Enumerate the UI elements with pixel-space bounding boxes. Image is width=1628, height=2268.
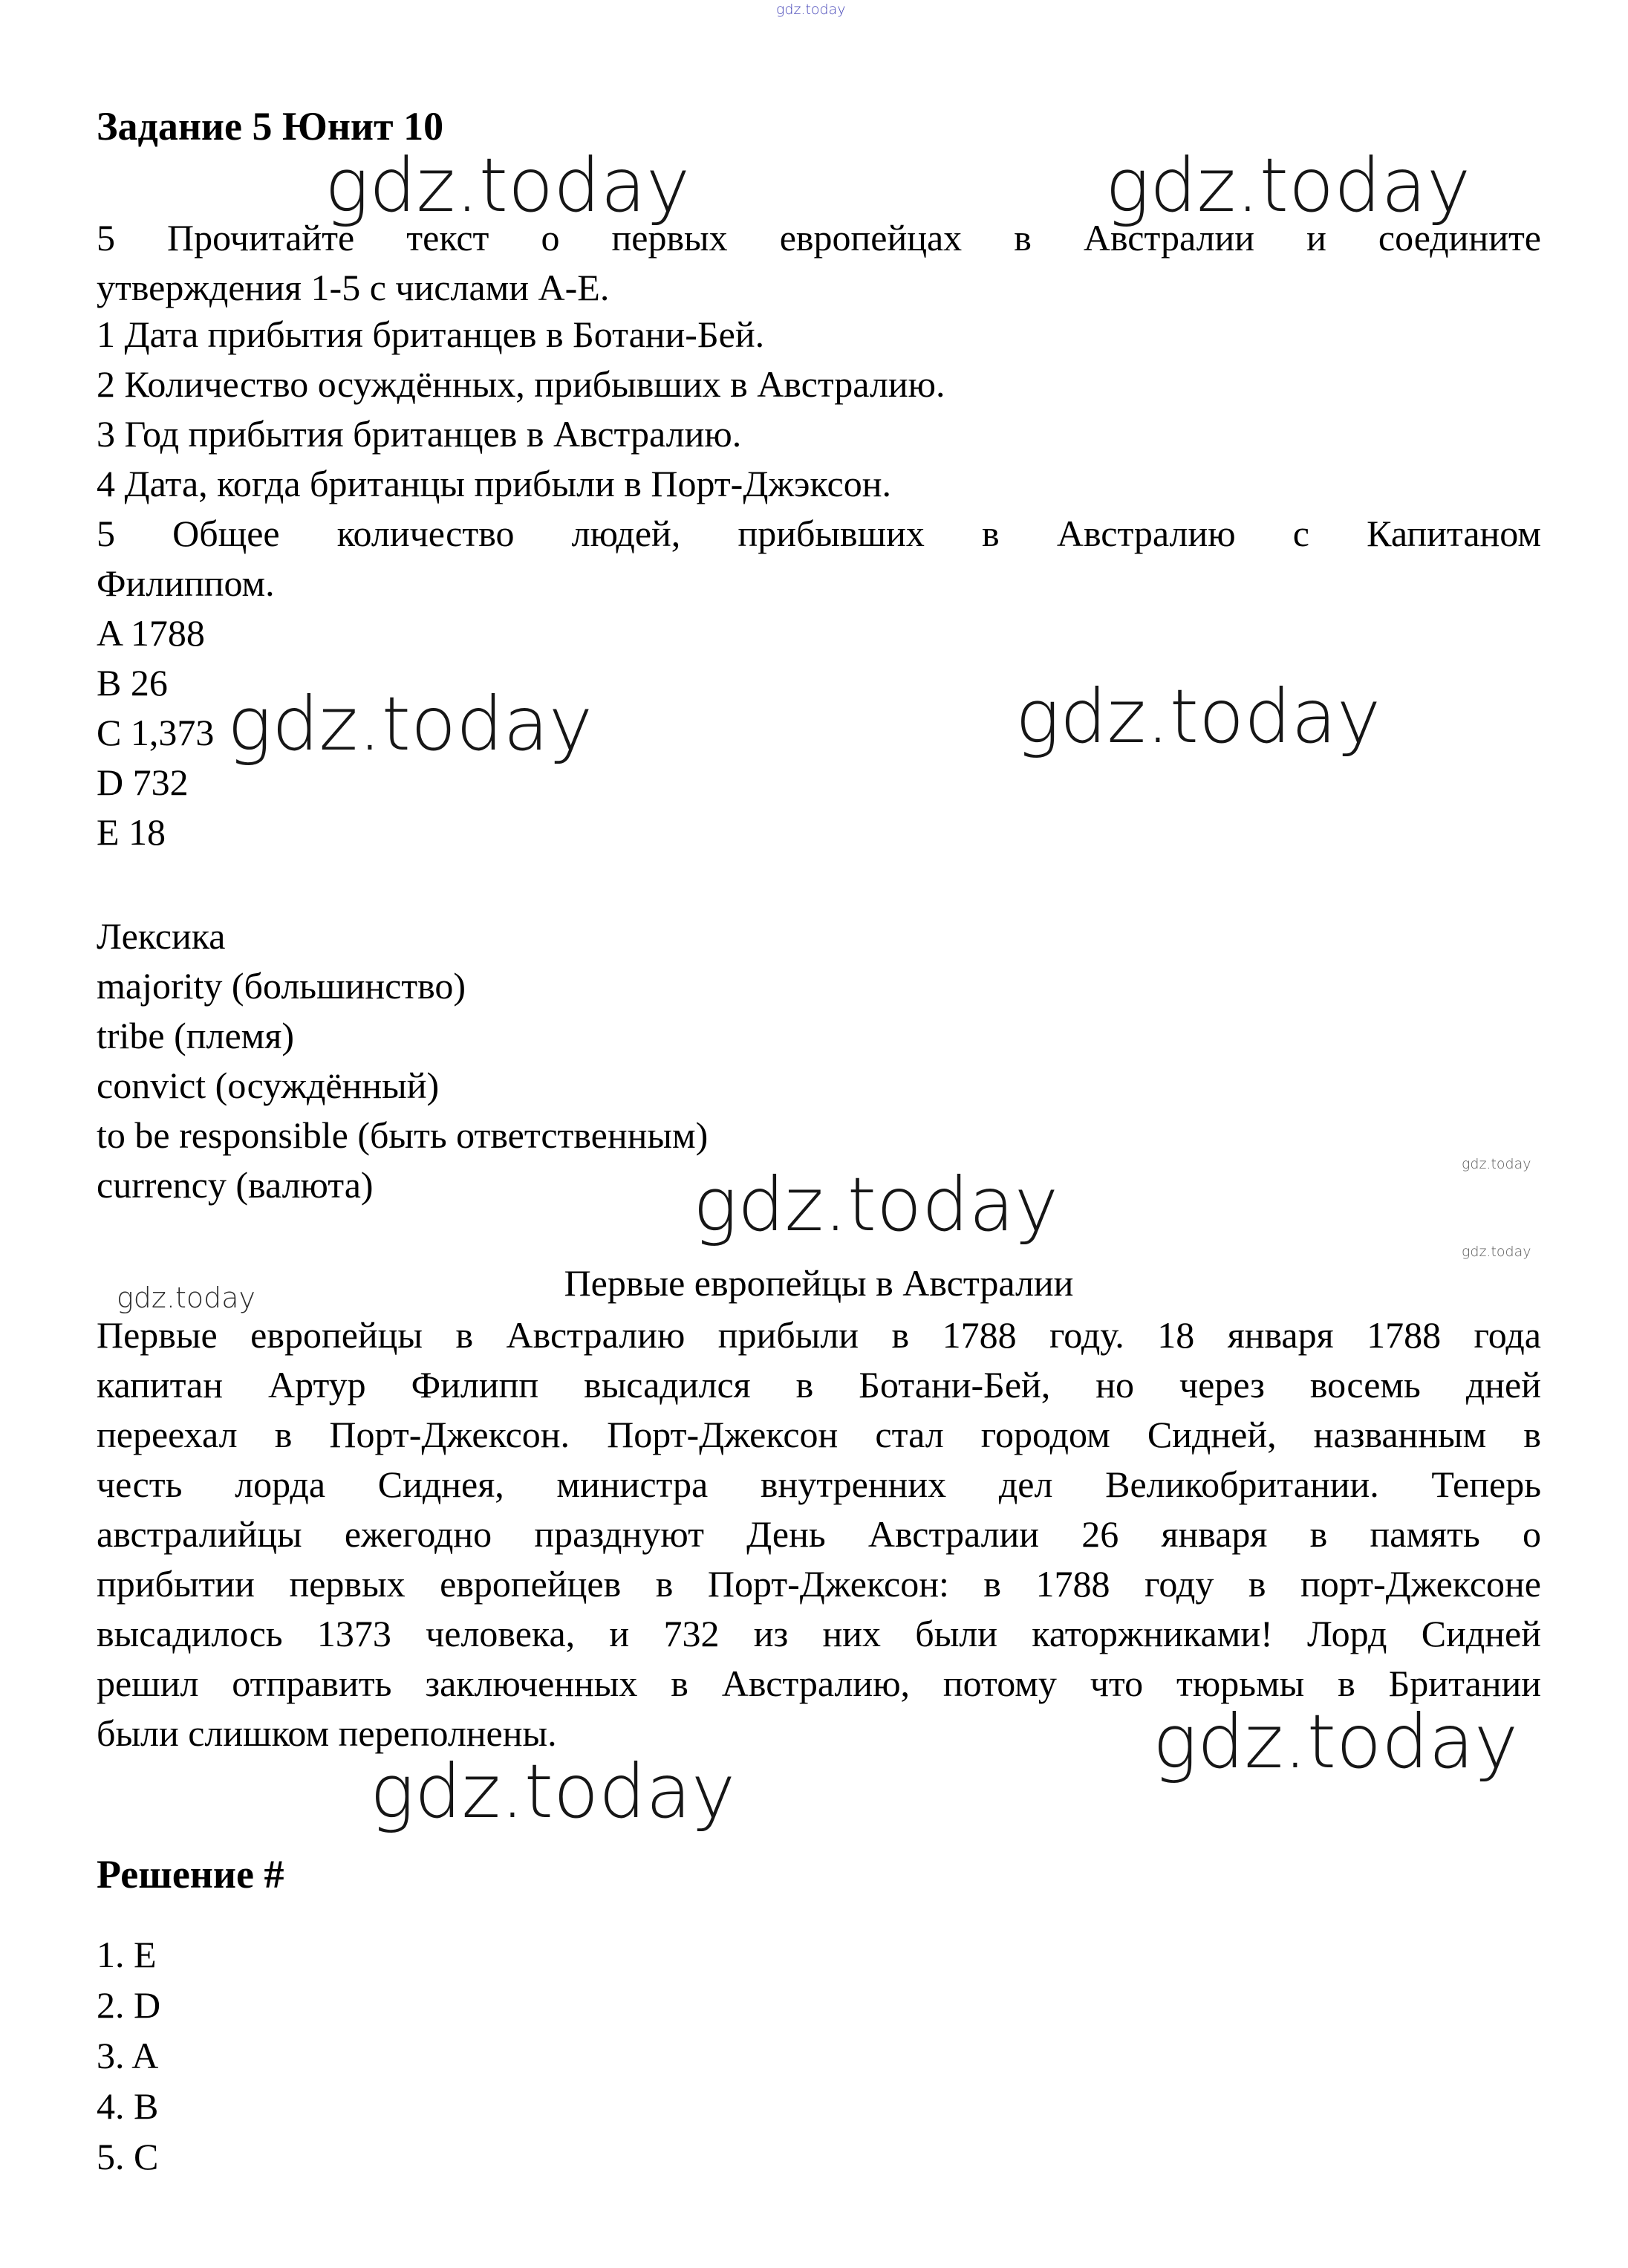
solution-answer: 3. A: [97, 2035, 159, 2076]
reading-heading: Первые европейцы в Австралии: [564, 1262, 1074, 1304]
reading-text: [97, 1310, 1541, 1758]
task-intro-line: утверждения 1-5 с числами А-Е.: [97, 267, 610, 308]
statement-item: 1 Дата прибытия британцев в Ботани-Бей.: [97, 313, 765, 355]
statement-item: 4 Дата, когда британцы прибыли в Порт-Джэксон.: [97, 463, 891, 504]
option-item: D 732: [97, 761, 189, 803]
watermark-gdz-today: gdz.today: [370, 1748, 736, 1835]
watermark-gdz-today: gdz.today: [693, 1161, 1059, 1248]
vocabulary-entry: convict (осуждённый): [97, 1065, 440, 1106]
watermark-gdz-today: gdz.today: [325, 142, 691, 229]
solution-answers: [97, 1929, 1541, 2182]
solution-heading: Решение #: [97, 1852, 284, 1897]
watermark-gdz-today: gdz.today: [227, 680, 593, 767]
vocabulary-heading: Лексика: [97, 915, 226, 957]
statement-item: 5 Общее количество людей, прибывших в Австралию с Капитаном: [97, 513, 1541, 554]
statement-item: Филиппом.: [97, 562, 275, 604]
task-statements: [97, 310, 1541, 857]
watermark-gdz-today: gdz.today: [1462, 1156, 1531, 1172]
reading-line: Первые европейцы в Австралию прибыли в 1788 году. 18 января 1788 года: [97, 1314, 1541, 1356]
vocabulary-entry: currency (валюта): [97, 1164, 374, 1206]
reading-line: прибытии первых европейцев в Порт-Джексон: в 1788 году в порт-Джексоне: [97, 1563, 1541, 1605]
reading-line: были слишком переполнены.: [97, 1712, 557, 1754]
option-item: E 18: [97, 811, 166, 853]
reading-line: честь лорда Сиднея, министра внутренних дел Великобритании. Теперь: [97, 1463, 1541, 1505]
solution-answer: 5. C: [97, 2136, 159, 2177]
solution-answer: 4. B: [97, 2085, 159, 2127]
vocabulary-entry: tribe (племя): [97, 1015, 294, 1056]
statement-item: 3 Год прибытия британцев в Австралию.: [97, 413, 742, 455]
page-title: Задание 5 Юнит 10: [97, 104, 444, 149]
vocabulary-entry: to be responsible (быть ответственным): [97, 1114, 709, 1156]
watermark-gdz-today: gdz.today: [1105, 142, 1471, 229]
task-intro-line: 5 Прочитайте текст о первых европейцах в Австралии и соедините: [97, 217, 1541, 259]
option-item: B 26: [97, 662, 168, 704]
watermark-gdz-today: gdz.today: [1153, 1698, 1519, 1785]
watermark-gdz-today: gdz.today: [117, 1281, 255, 1314]
reading-line: австралийцы ежегодно празднуют День Австралии 26 января в память о: [97, 1513, 1541, 1555]
vocabulary-entry: majority (большинство): [97, 965, 466, 1007]
option-item: C 1,373: [97, 712, 215, 753]
watermark-gdz-today: gdz.today: [1015, 673, 1381, 760]
statement-item: 2 Количество осуждённых, прибывших в Австралию.: [97, 363, 945, 405]
watermark-gdz-today: gdz.today: [1462, 1244, 1531, 1260]
reading-line: высадилось 1373 человека, и 732 из них были каторжниками! Лорд Сидней: [97, 1613, 1541, 1654]
solution-answer: 1. E: [97, 1934, 157, 1975]
reading-line: переехал в Порт-Джексон. Порт-Джексон стал городом Сидней, названным в: [97, 1414, 1541, 1455]
vocabulary-section: [97, 912, 1541, 1210]
option-item: A 1788: [97, 612, 205, 654]
task-intro: [97, 213, 1541, 313]
watermark-gdz-today: gdz.today: [776, 1, 846, 18]
reading-line: решил отправить заключенных в Австралию, потому что тюрьмы в Британии: [97, 1663, 1541, 1704]
reading-line: капитан Артур Филипп высадился в Ботани-Бей, но через восемь дней: [97, 1364, 1541, 1406]
solution-answer: 2. D: [97, 1984, 161, 2026]
